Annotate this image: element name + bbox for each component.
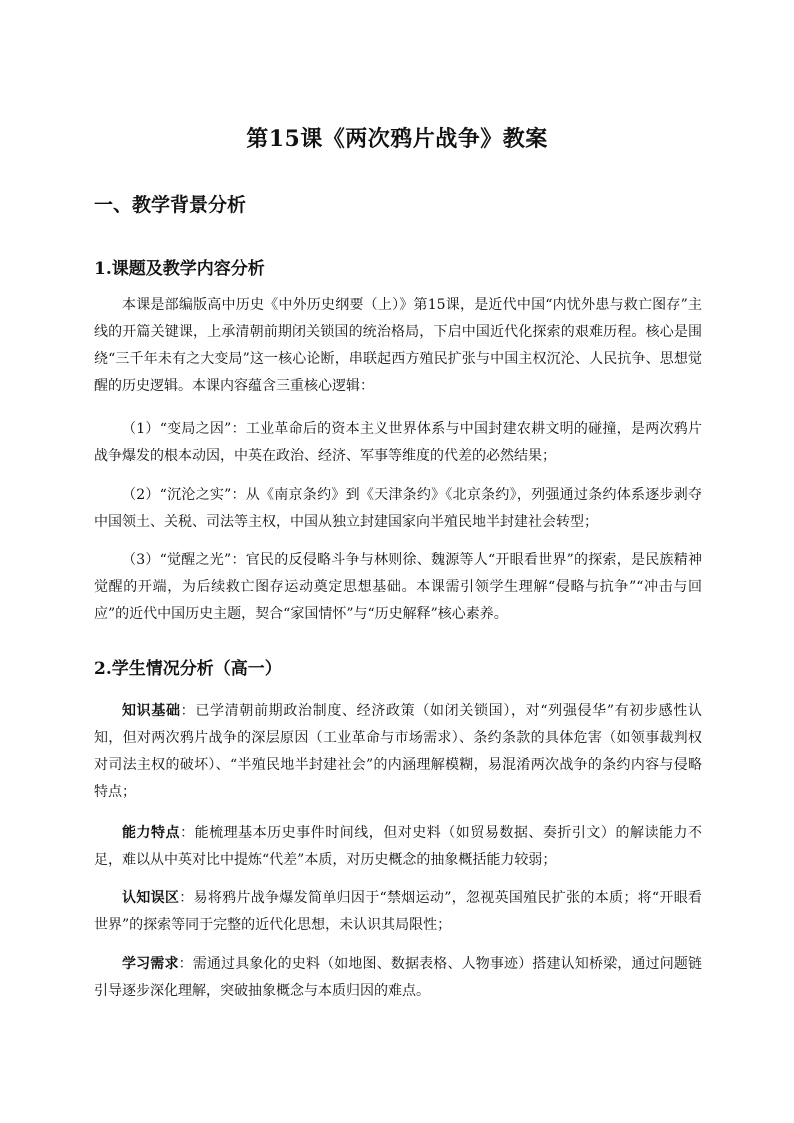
label-knowledge-basis: 知识基础 <box>122 703 181 719</box>
text-misconceptions: ：易将鸦片战争爆发简单归因于“禁烟运动”，忽视英国殖民扩张的本质；将“开眼看世界”的探索等同于完整的近代化思想，未认识其局限性； <box>94 890 702 933</box>
section-heading-background: 一、教学背景分析 <box>94 194 247 216</box>
document-title: 第15课《两次鸦片战争》教案 <box>246 126 548 152</box>
paragraph-logic-1: （1）“变局之因”：工业革命后的资本主义世界体系与中国封建农耕文明的碰撞，是两次鸦片战争爆发的根本动因，中英在政治、经济、军事等维度的代差的必然结果； <box>94 421 702 464</box>
text-knowledge-basis: ：已学清朝前期政治制度、经济政策（如闭关锁国），对“列强侵华”有初步感性认知，但对两次鸦片战争的深层原因（工业革命与市场需求）、条约条款的具体危害（如领事裁判权对司法主权的破坏）、“半殖民地半封建社会”的内涵理解模糊，易混淆两次战争的条约内容与侵略特点； <box>94 703 703 800</box>
label-learning-needs: 学习需求 <box>122 956 179 972</box>
text-learning-needs: ：需通过具象化的史料（如地图、数据表格、人物事迹）搭建认知桥梁，通过问题链引导逐步深化理解，突破抽象概念与本质归因的难点。 <box>94 956 703 999</box>
paragraph-logic-2: （2）“沉沦之实”：从《南京条约》到《天津条约》《北京条约》，列强通过条约体系逐步剥夺中国领土、关税、司法等主权，中国从独立封建国家向半殖民地半封建社会转型； <box>94 487 702 530</box>
label-ability: 能力特点 <box>122 825 181 841</box>
paragraph-ability <box>94 820 702 874</box>
paragraph-knowledge-basis <box>94 698 702 806</box>
text-ability: ：能梳理基本历史事件时间线，但对史料（如贸易数据、奏折引文）的解读能力不足，难以从中英对比中提炼“代差”本质，对历史概念的抽象概括能力较弱； <box>94 825 703 868</box>
label-misconceptions: 认知误区 <box>122 890 180 906</box>
paragraph-misconceptions <box>94 885 702 939</box>
paragraph-logic-3: （3）“觉醒之光”：官民的反侵略斗争与林则徐、魏源等人“开眼看世界”的探索，是民族精神觉醒的开端，为后续救亡图存运动奠定思想基础。本课需引领学生理解“侵略与抗争”“冲击与回应”的近代中国历史主题，契合“家国情怀”与“历史解释”核心素养。 <box>94 552 702 622</box>
paragraph-intro: 本课是部编版高中历史《中外历史纲要（上）》第15课，是近代中国“内忧外患与救亡图存”主线的开篇关键课，上承清朝前期闭关锁国的统治格局，下启中国近代化探索的艰难历程。核心是围绕“三千年未有之大变局”这一核心论断，串联起西方殖民扩张与中国主权沉沦、人民抗争、思想觉醒的历史逻辑。本课内容蕴含三重核心逻辑： <box>94 297 702 394</box>
subheading-content-analysis: 1.课题及教学内容分析 <box>94 259 265 279</box>
paragraph-learning-needs <box>94 951 702 1005</box>
subheading-student-analysis: 2.学生情况分析（高一） <box>94 659 282 679</box>
